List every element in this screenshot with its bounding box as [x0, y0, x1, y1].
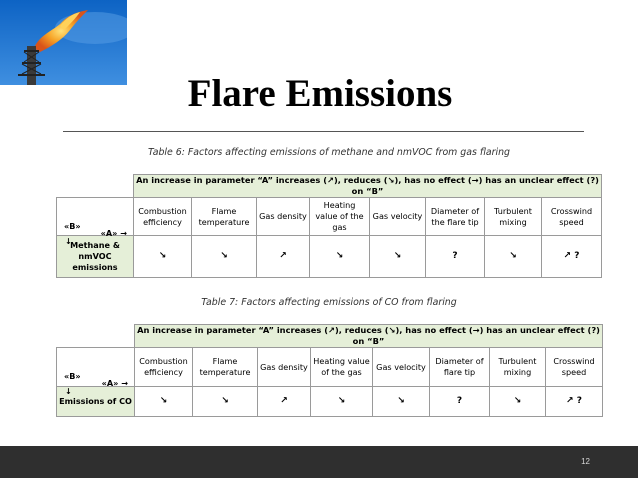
header-flare-tip-diameter: Diameter of flare tip	[430, 348, 490, 387]
table-6	[56, 174, 602, 278]
blank-cell	[57, 325, 135, 348]
header-combustion-efficiency: Combustion efficiency	[134, 198, 192, 236]
effect-cell: ↘	[485, 236, 542, 278]
effect-cell: ↘	[310, 236, 370, 278]
effect-cell: ↗ ?	[542, 236, 602, 278]
effect-cell: ↘	[134, 236, 192, 278]
table-7-caption: Table 7: Factors affecting emissions of CO from flaring	[201, 297, 457, 308]
blank-cell	[57, 175, 134, 198]
header-turbulent-mixing: Turbulent mixing	[490, 348, 546, 387]
arrow-down-icon: ↓	[65, 386, 72, 396]
header-crosswind-speed: Crosswind speed	[546, 348, 603, 387]
header-crosswind-speed: Crosswind speed	[542, 198, 602, 236]
effect-cell: ?	[426, 236, 485, 278]
corner-cell	[57, 348, 135, 396]
label-b: «B»	[64, 371, 81, 381]
header-gas-density: Gas density	[258, 348, 311, 387]
effect-cell: ↘	[193, 387, 258, 417]
effect-cell: ↗	[258, 387, 311, 417]
header-heating-value: Heating value of the gas	[310, 198, 370, 236]
slide-title: Flare Emissions	[187, 72, 453, 115]
effect-cell: ↘	[311, 387, 373, 417]
title-divider	[63, 131, 584, 132]
effect-cell: ↗ ?	[546, 387, 603, 417]
arrow-down-icon: ↓	[65, 235, 72, 246]
header-combustion-efficiency: Combustion efficiency	[135, 348, 193, 387]
label-a: «A» →	[101, 378, 128, 388]
effect-cell: ↘	[192, 236, 257, 278]
slide-footer	[0, 446, 638, 478]
header-turbulent-mixing: Turbulent mixing	[485, 198, 542, 236]
header-flame-temperature: Flame temperature	[193, 348, 258, 387]
label-a: «A» →	[100, 227, 127, 238]
header-heating-value: Heating value of the gas	[311, 348, 373, 387]
table-7	[56, 324, 603, 417]
header-gas-velocity: Gas velocity	[370, 198, 426, 236]
row-label: Emissions of CO	[57, 387, 135, 417]
effect-cell: ↘	[370, 236, 426, 278]
effect-cell: ↘	[373, 387, 430, 417]
flare-stack-photo	[0, 0, 127, 85]
table-banner: An increase in parameter “A” increases (↗), reduces (↘), has no effect (→) has an unclear effect (?) on “B”	[134, 175, 602, 198]
page-number: 12	[581, 457, 590, 466]
corner-cell	[57, 198, 134, 246]
header-flare-tip-diameter: Diameter of the flare tip	[426, 198, 485, 236]
label-b: «B»	[64, 220, 81, 231]
table-6-caption: Table 6: Factors affecting emissions of methane and nmVOC from gas flaring	[147, 147, 511, 158]
table-banner: An increase in parameter “A” increases (↗), reduces (↘), has no effect (→) has an unclear effect (?) on “B”	[135, 325, 603, 348]
header-flame-temperature: Flame temperature	[192, 198, 257, 236]
effect-cell: ↘	[135, 387, 193, 417]
header-gas-density: Gas density	[257, 198, 310, 236]
header-gas-velocity: Gas velocity	[373, 348, 430, 387]
effect-cell: ↘	[490, 387, 546, 417]
row-label: Methane & nmVOC emissions	[57, 236, 134, 278]
effect-cell: ?	[430, 387, 490, 417]
effect-cell: ↗	[257, 236, 310, 278]
